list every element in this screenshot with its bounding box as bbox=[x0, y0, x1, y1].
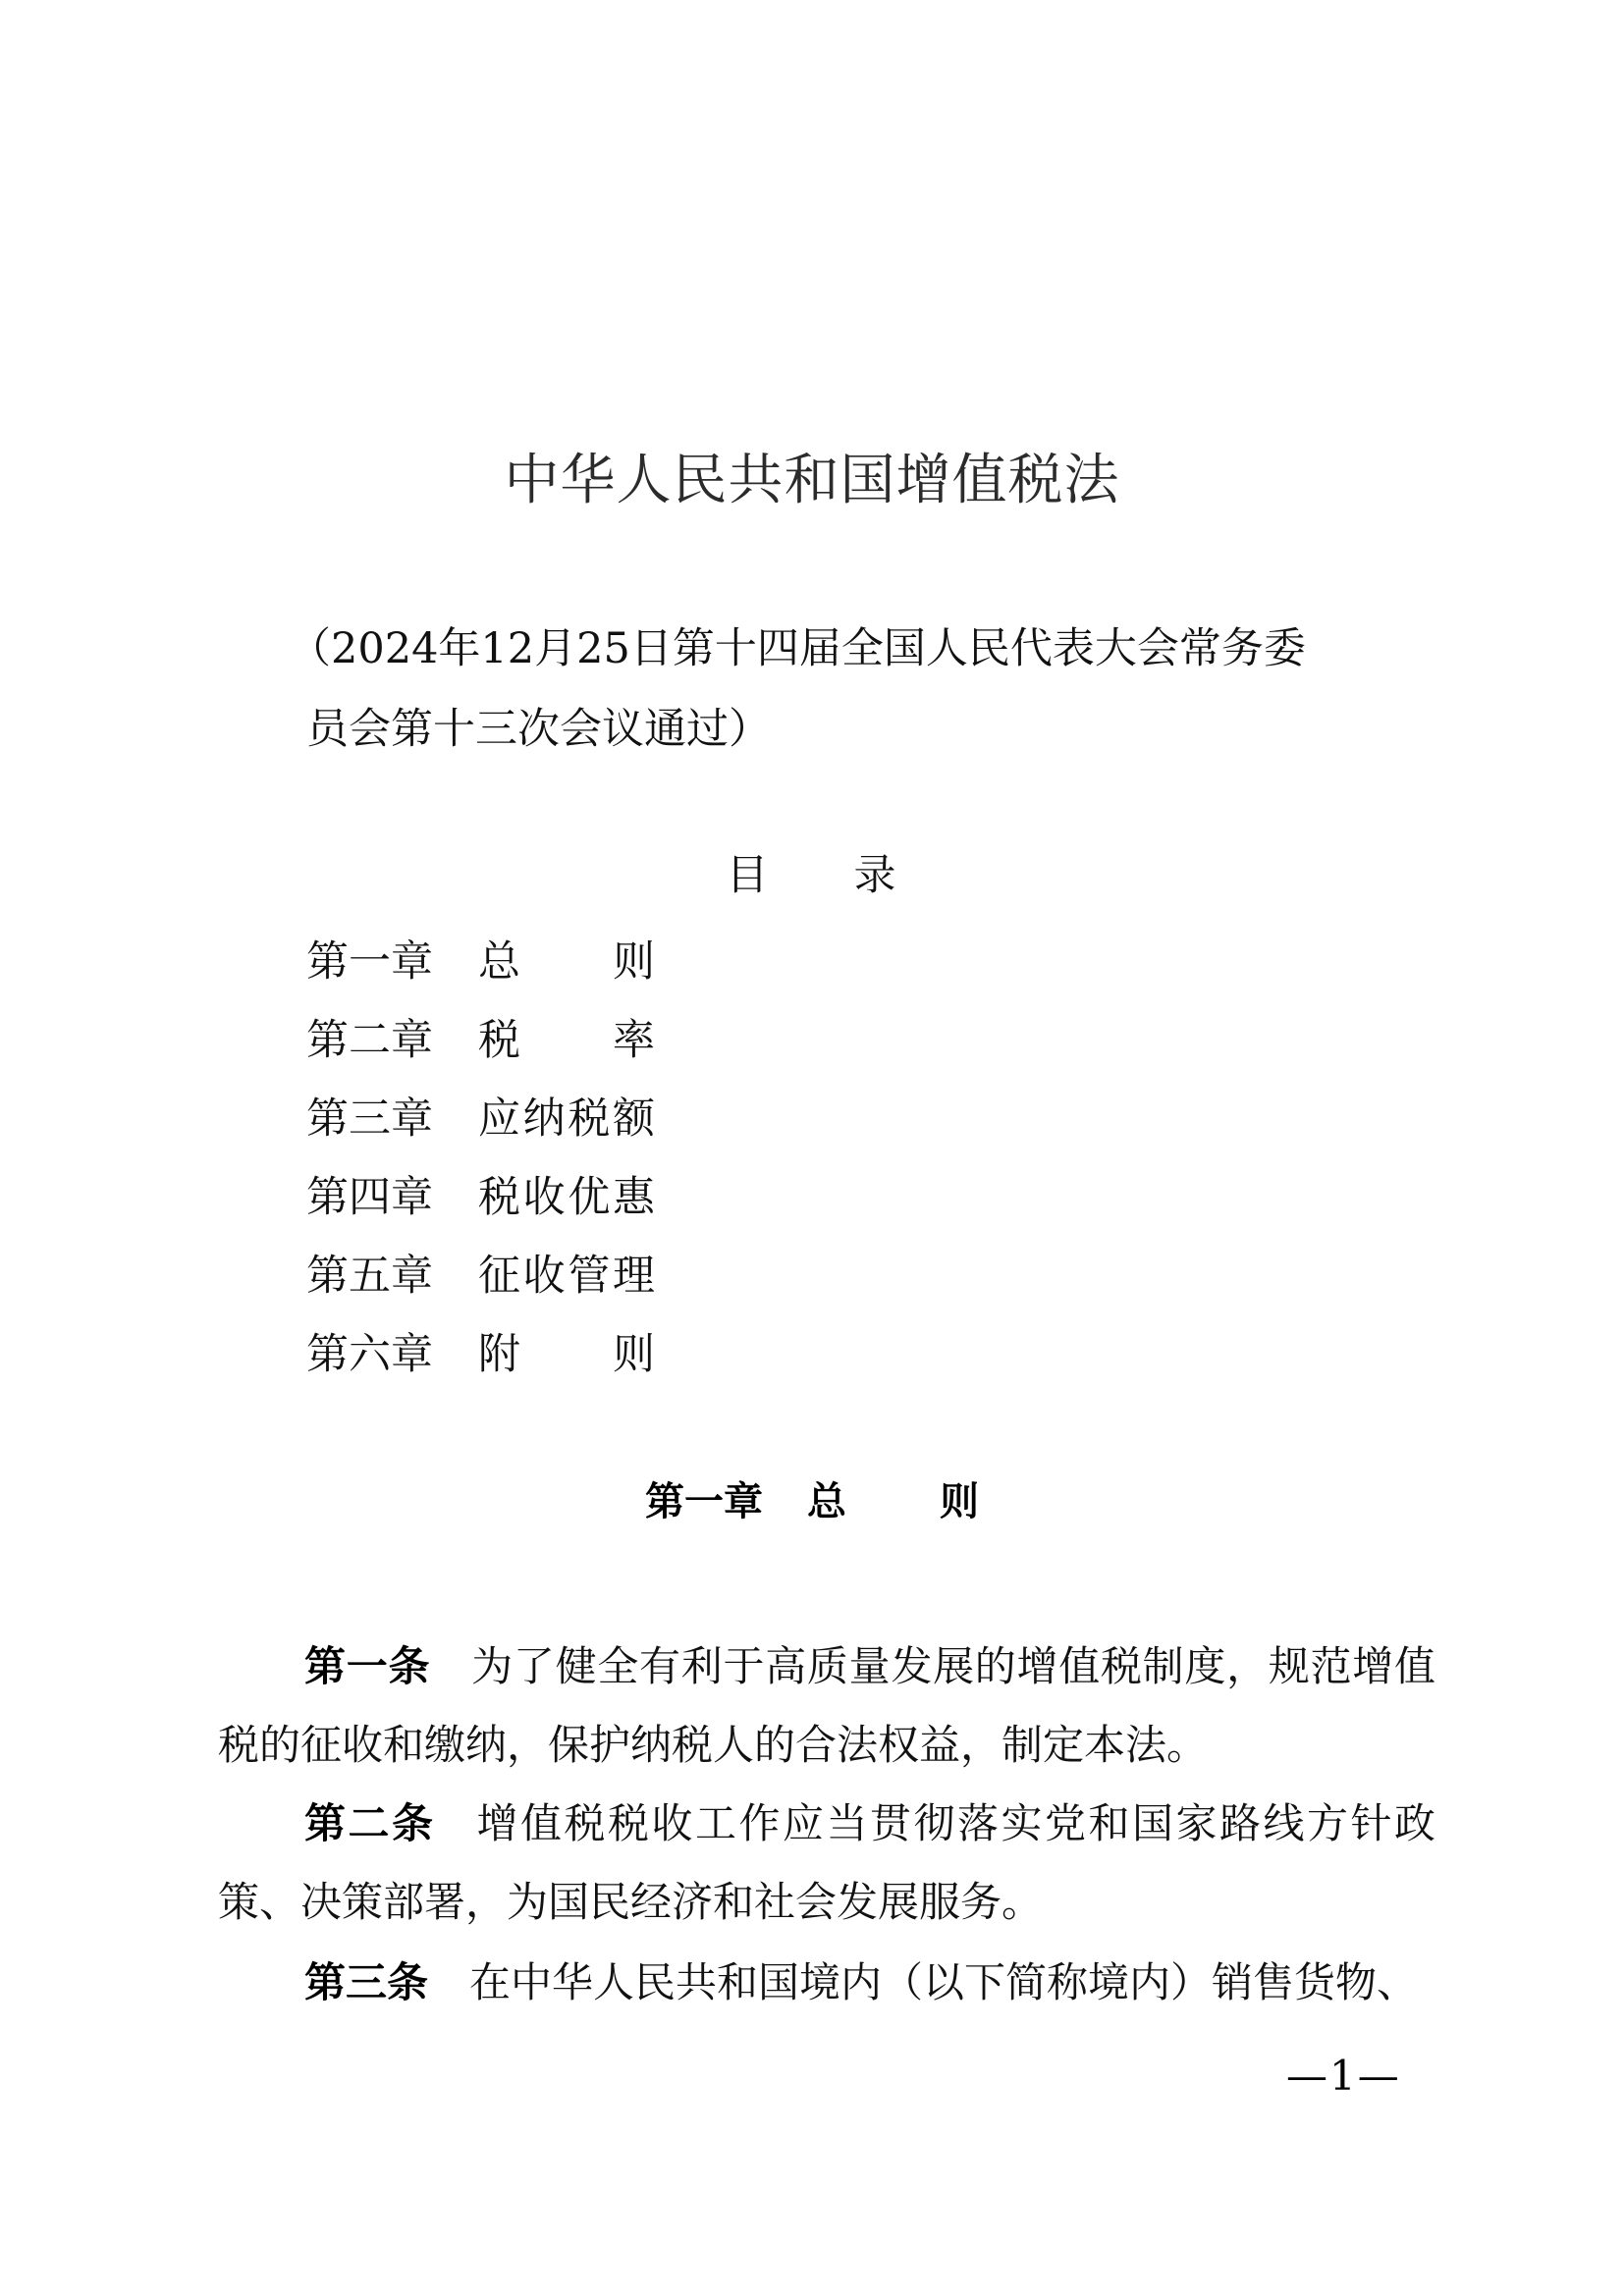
toc-chapter-number: 第一章 bbox=[306, 937, 433, 987]
article-1 bbox=[218, 1628, 1435, 1785]
article-label: 第一条 bbox=[304, 1642, 431, 1690]
toc-item bbox=[306, 1158, 655, 1237]
toc-item bbox=[306, 1080, 655, 1158]
toc-chapter-number: 第四章 bbox=[306, 1173, 433, 1222]
chapter-name-right: 则 bbox=[940, 1479, 979, 1524]
toc-heading bbox=[0, 846, 1624, 905]
toc-chapter-name: 总 则 bbox=[478, 937, 655, 987]
toc-item bbox=[306, 1001, 655, 1080]
article-text: 增值税税收工作应当贯彻落实党和国家路线方针政策、决策部署，为国民经济和社会发展服务。 bbox=[218, 1799, 1435, 1926]
toc-chapter-number: 第五章 bbox=[306, 1252, 433, 1301]
toc-chapter-name: 应纳税额 bbox=[478, 1095, 655, 1144]
page-number: —1— bbox=[1286, 2052, 1401, 2100]
chapter-heading bbox=[0, 1472, 1624, 1531]
toc-chapter-name: 附 则 bbox=[478, 1330, 655, 1379]
chapter-number: 第一章 bbox=[645, 1479, 763, 1524]
toc-chapter-number: 第三章 bbox=[306, 1095, 433, 1144]
document-title: 中华人民共和国增值税法 bbox=[504, 449, 1120, 512]
toc-item bbox=[306, 1237, 655, 1315]
table-of-contents bbox=[306, 923, 655, 1394]
article-3 bbox=[218, 1944, 1435, 2022]
article-text: 为了健全有利于高质量发展的增值税制度，规范增值税的征收和缴纳，保护纳税人的合法权益，制定本法。 bbox=[218, 1642, 1435, 1769]
toc-heading-right: 录 bbox=[853, 851, 898, 900]
toc-chapter-number: 第六章 bbox=[306, 1330, 433, 1379]
toc-chapter-name: 征收管理 bbox=[478, 1252, 655, 1301]
article-label: 第二条 bbox=[304, 1799, 436, 1847]
toc-chapter-name: 税收优惠 bbox=[478, 1173, 655, 1222]
toc-chapter-name: 税 率 bbox=[478, 1016, 655, 1065]
article-2 bbox=[218, 1785, 1435, 1942]
article-label: 第三条 bbox=[304, 1958, 429, 2006]
toc-heading-left: 目 bbox=[726, 851, 771, 900]
document-subtitle: （2024年12月25日第十四届全国人民代表大会常务委员会第十三次会议通过） bbox=[289, 624, 1306, 754]
toc-item bbox=[306, 923, 655, 1001]
article-text: 在中华人民共和国境内（以下简称境内）销售货物、 bbox=[469, 1958, 1419, 2006]
toc-chapter-number: 第二章 bbox=[306, 1016, 433, 1065]
toc-item bbox=[306, 1315, 655, 1394]
chapter-name-left: 总 bbox=[807, 1479, 846, 1524]
